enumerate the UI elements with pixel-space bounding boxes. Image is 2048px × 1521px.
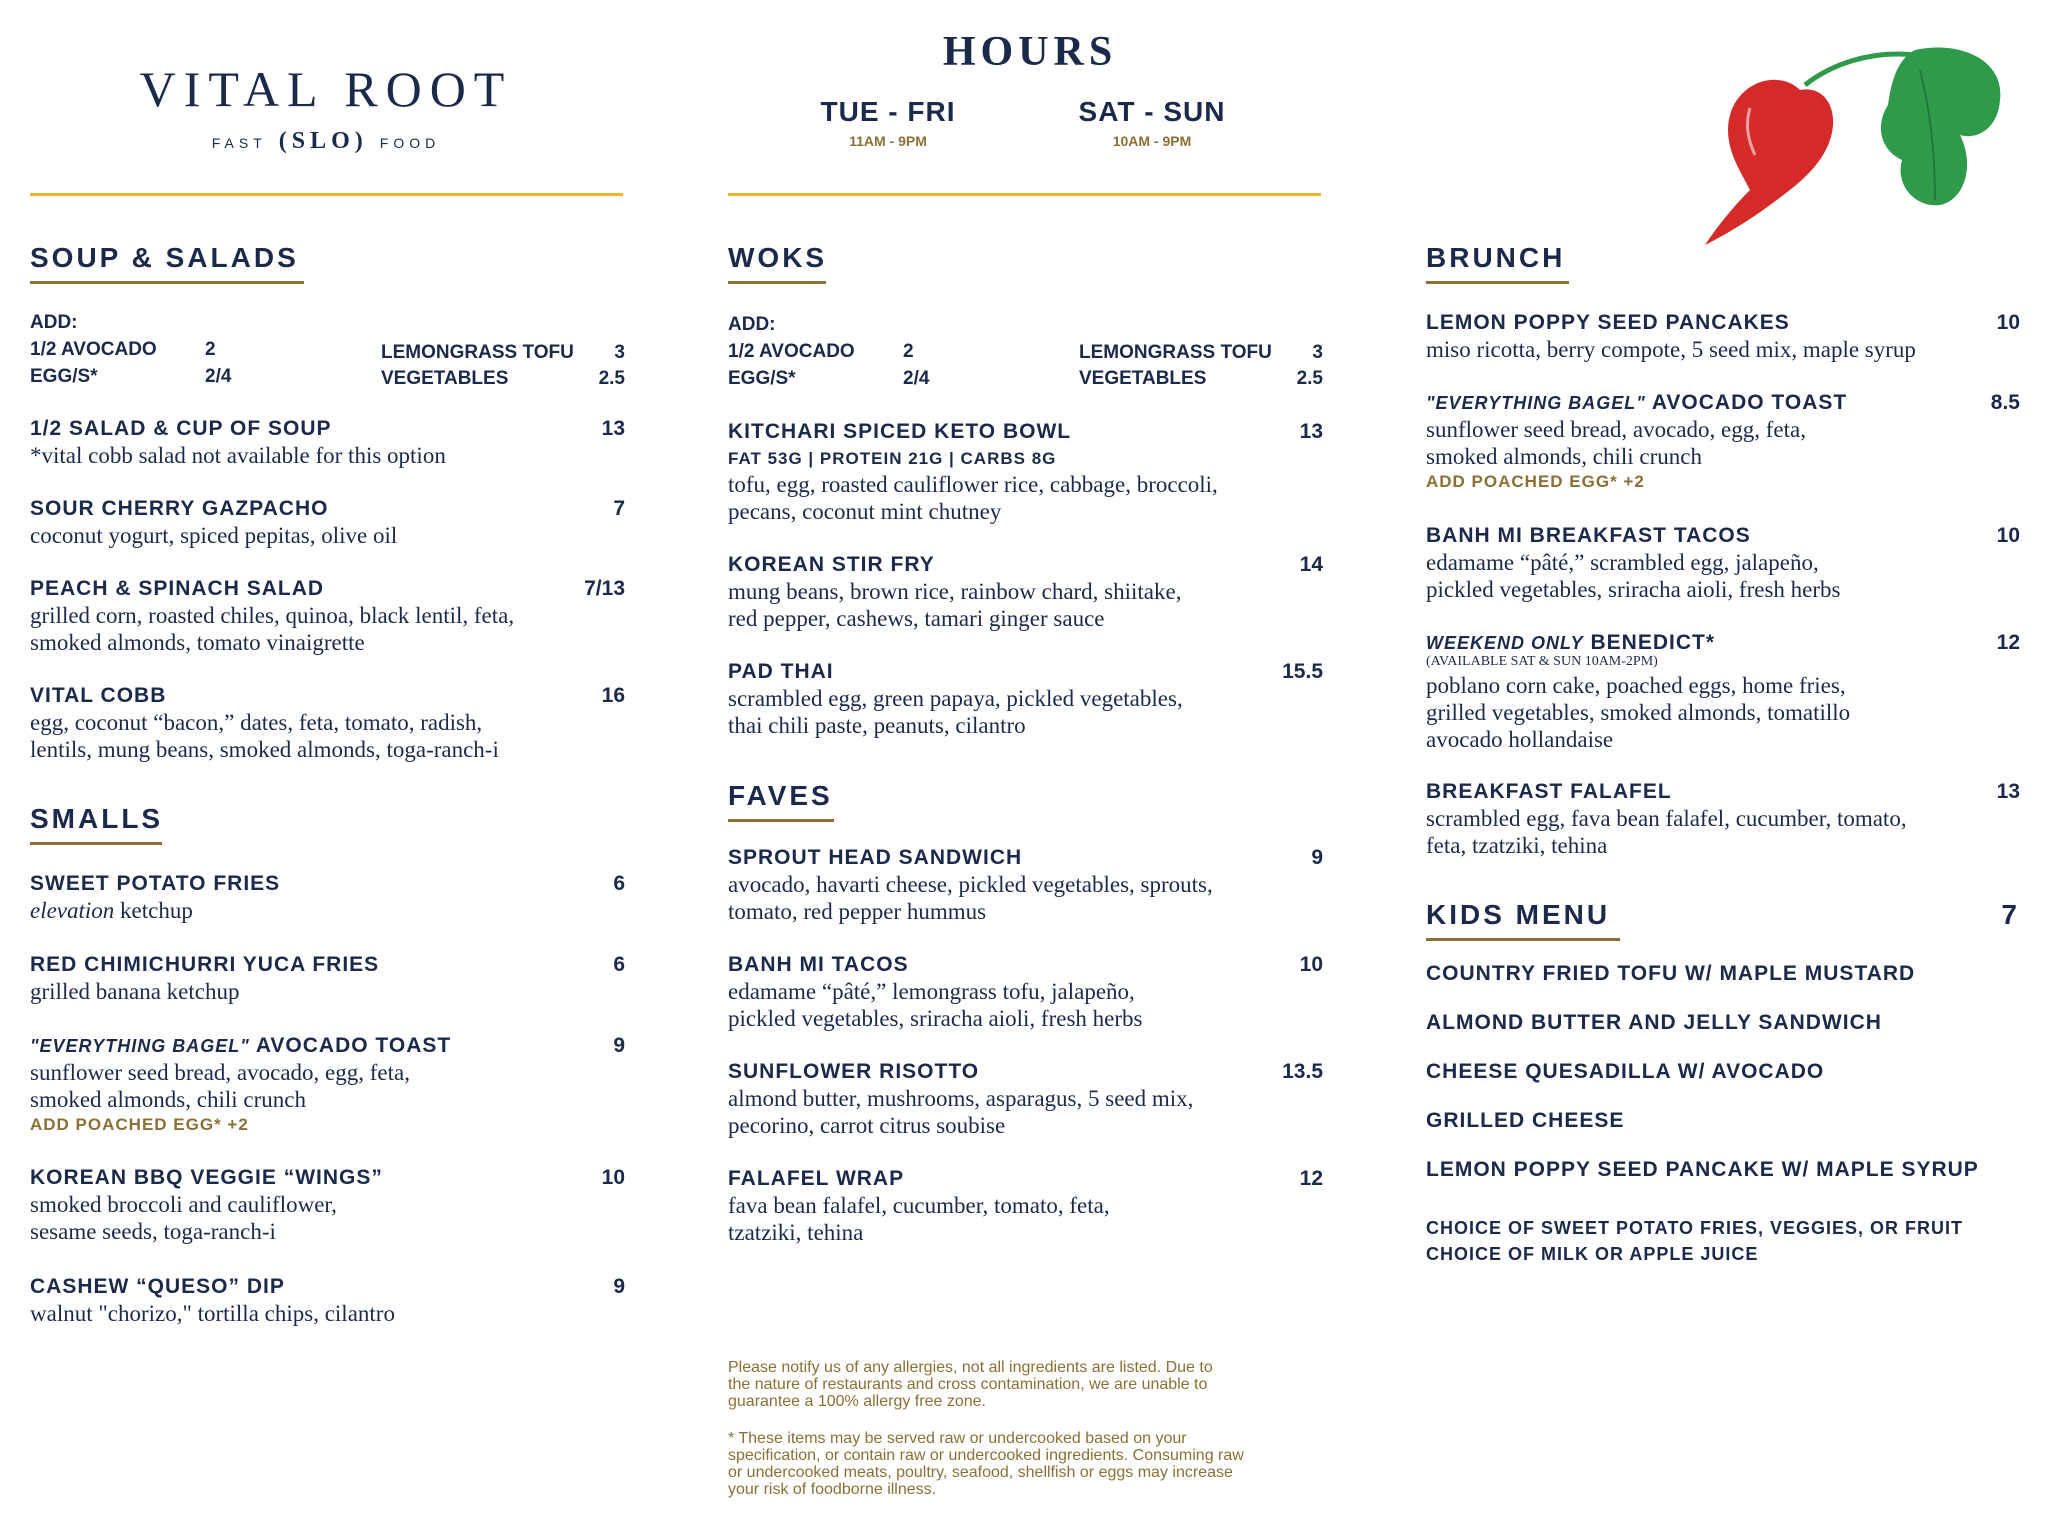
- section-underline: [1426, 281, 1569, 284]
- item-name: [1426, 631, 1715, 655]
- item-price: 14: [1299, 553, 1323, 576]
- item-name: PAD THAI: [728, 660, 834, 683]
- section-title-kids-menu: KIDS MENU: [1426, 899, 1611, 930]
- item-price: 9: [613, 1034, 625, 1057]
- raw-food-disclaimer: [728, 1430, 1328, 1498]
- item-price: 13: [1996, 780, 2020, 803]
- item-name: KITCHARI SPICED KETO BOWL: [728, 420, 1072, 443]
- item-desc: avocado hollandaise: [1426, 727, 1614, 752]
- item-price: 9: [613, 1275, 625, 1298]
- item-price: 13.5: [1282, 1060, 1323, 1083]
- item-desc: almond butter, mushrooms, asparagus, 5 seed mix,: [728, 1086, 1194, 1111]
- item-desc: pickled vegetables, sriracha aioli, fresh herbs: [1426, 577, 1841, 602]
- hours-weekend-days: SAT - SUN: [1078, 96, 1226, 127]
- item-name: CASHEW “QUESO” DIP: [30, 1275, 285, 1298]
- kids-menu-price: 7: [2001, 899, 2020, 930]
- item-price: 16: [601, 684, 625, 707]
- item-desc: fava bean falafel, cucumber, tomato, feta,: [728, 1193, 1110, 1218]
- raw-line: or undercooked meats, poultry, seafood, shellfish or eggs may increase: [728, 1464, 1233, 1481]
- add-avocado-price: 2: [903, 341, 914, 362]
- add-eggs: EGG/S*: [728, 368, 796, 389]
- radish-heart-icon: [1630, 30, 2010, 250]
- item-price: 7: [613, 497, 625, 520]
- item-name: SWEET POTATO FRIES: [30, 872, 281, 895]
- section-underline: [1426, 938, 1620, 941]
- item-desc: edamame “pâté,” scrambled egg, jalapeño,: [1426, 550, 1819, 575]
- item-desc: grilled vegetables, smoked almonds, tomatillo: [1426, 700, 1851, 725]
- kids-item: LEMON POPPY SEED PANCAKE W/ MAPLE SYRUP: [1426, 1158, 1979, 1181]
- item-desc: thai chili paste, peanuts, cilantro: [728, 713, 1026, 738]
- item-price: 6: [613, 872, 625, 895]
- item-addon-note: ADD POACHED EGG* +2: [1426, 472, 1645, 491]
- item-name-italic: "EVERYTHING BAGEL": [30, 1036, 250, 1056]
- item-name: [30, 1034, 451, 1058]
- hours-weekday-time: 11AM - 9PM: [849, 133, 927, 149]
- item-desc: lentils, mung beans, smoked almonds, toga-ranch-i: [30, 737, 499, 762]
- kids-item: GRILLED CHEESE: [1426, 1109, 1625, 1132]
- logo-sub-mid: (SLO): [278, 128, 368, 154]
- add-tofu-price: 3: [1312, 342, 1323, 363]
- item-desc: sesame seeds, toga-ranch-i: [30, 1219, 276, 1244]
- item-name: VITAL COBB: [30, 684, 167, 707]
- add-avocado: 1/2 AVOCADO: [728, 341, 855, 362]
- add-label: ADD:: [30, 312, 78, 333]
- item-desc: edamame “pâté,” lemongrass tofu, jalapeño,: [728, 979, 1135, 1004]
- add-vegetables: VEGETABLES: [381, 368, 509, 389]
- item-name: BANH MI BREAKFAST TACOS: [1426, 524, 1751, 547]
- item-desc: *vital cobb salad not available for this option: [30, 443, 446, 468]
- item-price: 8.5: [1990, 391, 2020, 414]
- raw-line: specification, or contain raw or undercooked ingredients. Consuming raw: [728, 1447, 1244, 1464]
- logo-sub-left: FAST: [211, 135, 267, 151]
- allergy-line: guarantee a 100% allergy free zone.: [728, 1393, 986, 1410]
- item-name: BREAKFAST FALAFEL: [1426, 780, 1672, 803]
- item-name: [1426, 391, 1847, 415]
- item-price: 10: [1996, 311, 2020, 334]
- section-underline: [30, 281, 304, 284]
- allergy-line: the nature of restaurants and cross contamination, we are unable to: [728, 1376, 1208, 1393]
- item-desc: scrambled egg, green papaya, pickled vegetables,: [728, 686, 1183, 711]
- item-name-rest: BENEDICT*: [1583, 631, 1716, 654]
- item-desc: feta, tzatziki, tehina: [1426, 833, 1608, 858]
- raw-line: your risk of foodborne illness.: [728, 1481, 937, 1498]
- hours-weekend-time: 10AM - 9PM: [1112, 133, 1192, 149]
- item-desc: [30, 897, 193, 924]
- item-name: 1/2 SALAD & CUP OF SOUP: [30, 417, 332, 440]
- item-addon-note: ADD POACHED EGG* +2: [30, 1115, 249, 1134]
- item-price: 7/13: [584, 577, 625, 600]
- item-desc: avocado, havarti cheese, pickled vegetables, sprouts,: [728, 872, 1213, 897]
- item-name: RED CHIMICHURRI YUCA FRIES: [30, 953, 380, 976]
- hours-title: HOURS: [942, 29, 1118, 75]
- section-title-soup-salads: SOUP & SALADS: [30, 242, 299, 273]
- add-eggs-price: 2/4: [903, 368, 930, 389]
- add-avocado: 1/2 AVOCADO: [30, 339, 157, 360]
- item-name-rest: AVOCADO TOAST: [249, 1034, 452, 1057]
- item-availability: (AVAILABLE SAT & SUN 10AM-2PM): [1426, 654, 1658, 669]
- item-desc: pecorino, carrot citrus soubise: [728, 1113, 1006, 1138]
- hours-weekday-days: TUE - FRI: [820, 96, 956, 127]
- item-price: 10: [1996, 524, 2020, 547]
- item-desc: red pepper, cashews, tamari ginger sauce: [728, 606, 1105, 631]
- item-desc: egg, coconut “bacon,” dates, feta, tomato, radish,: [30, 710, 483, 735]
- section-underline: [728, 819, 834, 822]
- item-desc: smoked almonds, chili crunch: [30, 1087, 306, 1112]
- item-name: PEACH & SPINACH SALAD: [30, 577, 325, 600]
- item-desc: mung beans, brown rice, rainbow chard, shiitake,: [728, 579, 1182, 604]
- item-desc: pecans, coconut mint chutney: [728, 499, 1002, 524]
- logo-title: VITAL ROOT: [139, 61, 513, 117]
- item-price: 12: [1996, 631, 2020, 654]
- item-desc: tofu, egg, roasted cauliflower rice, cabbage, broccoli,: [728, 472, 1218, 497]
- add-eggs: EGG/S*: [30, 366, 98, 387]
- item-price: 10: [601, 1166, 625, 1189]
- header-divider-center: [728, 193, 1321, 196]
- item-desc: sunflower seed bread, avocado, egg, feta,: [30, 1060, 410, 1085]
- allergy-disclaimer: [728, 1359, 1328, 1410]
- item-desc: smoked almonds, tomato vinaigrette: [30, 630, 365, 655]
- item-desc: pickled vegetables, sriracha aioli, fresh herbs: [728, 1006, 1143, 1031]
- add-vegetables-price: 2.5: [1296, 368, 1323, 389]
- kids-item: COUNTRY FRIED TOFU W/ MAPLE MUSTARD: [1426, 962, 1916, 985]
- item-desc: walnut "chorizo," tortilla chips, cilantro: [30, 1301, 395, 1326]
- logo-sub-right: FOOD: [379, 135, 441, 151]
- item-name: FALAFEL WRAP: [728, 1167, 905, 1190]
- item-name: BANH MI TACOS: [728, 953, 909, 976]
- add-vegetables-price: 2.5: [598, 368, 625, 389]
- raw-line: * These items may be served raw or undercooked based on your: [728, 1430, 1187, 1447]
- logo-subtitle: [0, 128, 652, 155]
- item-desc: tzatziki, tehina: [728, 1220, 864, 1245]
- kids-item: CHEESE QUESADILLA W/ AVOCADO: [1426, 1060, 1825, 1083]
- section-underline: [30, 842, 162, 845]
- add-label: ADD:: [728, 314, 776, 335]
- allergy-line: Please notify us of any allergies, not all ingredients are listed. Due to: [728, 1359, 1213, 1376]
- item-name-rest: AVOCADO TOAST: [1645, 391, 1848, 414]
- section-title-brunch: BRUNCH: [1426, 242, 1566, 273]
- item-nutrition: FAT 53G | PROTEIN 21G | CARBS 8G: [728, 449, 1057, 468]
- kids-drink-note: CHOICE OF MILK OR APPLE JUICE: [1426, 1244, 1759, 1264]
- item-desc: scrambled egg, fava bean falafel, cucumber, tomato,: [1426, 806, 1907, 831]
- kids-side-note: CHOICE OF SWEET POTATO FRIES, VEGGIES, OR FRUIT: [1426, 1218, 1964, 1238]
- item-desc: poblano corn cake, poached eggs, home fries,: [1426, 673, 1846, 698]
- header-divider-left: [30, 193, 623, 196]
- section-title-faves: FAVES: [728, 780, 833, 811]
- item-desc: sunflower seed bread, avocado, egg, feta,: [1426, 417, 1806, 442]
- item-desc: grilled corn, roasted chiles, quinoa, black lentil, feta,: [30, 603, 515, 628]
- item-desc-rest: ketchup: [114, 898, 193, 923]
- item-name-italic: WEEKEND ONLY: [1426, 633, 1584, 653]
- section-title-woks: WOKS: [728, 242, 828, 273]
- add-tofu: LEMONGRASS TOFU: [1079, 342, 1272, 363]
- section-underline: [728, 281, 826, 284]
- item-desc: smoked almonds, chili crunch: [1426, 444, 1702, 469]
- section-title-smalls: SMALLS: [30, 803, 164, 834]
- item-price: 15.5: [1282, 660, 1323, 683]
- item-desc: miso ricotta, berry compote, 5 seed mix, maple syrup: [1426, 337, 1916, 362]
- add-eggs-price: 2/4: [205, 366, 232, 387]
- item-name: SPROUT HEAD SANDWICH: [728, 846, 1023, 869]
- item-price: 9: [1311, 846, 1323, 869]
- item-price: 10: [1299, 953, 1323, 976]
- item-name: KOREAN STIR FRY: [728, 553, 935, 576]
- item-price: 13: [1299, 420, 1323, 443]
- add-tofu-price: 3: [614, 342, 625, 363]
- item-name: LEMON POPPY SEED PANCAKES: [1426, 311, 1790, 334]
- kids-item: ALMOND BUTTER AND JELLY SANDWICH: [1426, 1011, 1882, 1034]
- add-vegetables: VEGETABLES: [1079, 368, 1207, 389]
- item-price: 13: [601, 417, 625, 440]
- item-desc: tomato, red pepper hummus: [728, 899, 987, 924]
- item-name-italic: "EVERYTHING BAGEL": [1426, 393, 1646, 413]
- item-desc: smoked broccoli and cauliflower,: [30, 1192, 337, 1217]
- item-price: 12: [1299, 1167, 1323, 1190]
- add-tofu: LEMONGRASS TOFU: [381, 342, 574, 363]
- item-desc: grilled banana ketchup: [30, 979, 240, 1004]
- item-desc: coconut yogurt, spiced pepitas, olive oil: [30, 523, 398, 548]
- item-name: SOUR CHERRY GAZPACHO: [30, 497, 329, 520]
- item-name: KOREAN BBQ VEGGIE “WINGS”: [30, 1166, 383, 1189]
- item-desc-italic: elevation: [30, 898, 115, 923]
- item-name: SUNFLOWER RISOTTO: [728, 1060, 980, 1083]
- add-avocado-price: 2: [205, 339, 216, 360]
- item-price: 6: [613, 953, 625, 976]
